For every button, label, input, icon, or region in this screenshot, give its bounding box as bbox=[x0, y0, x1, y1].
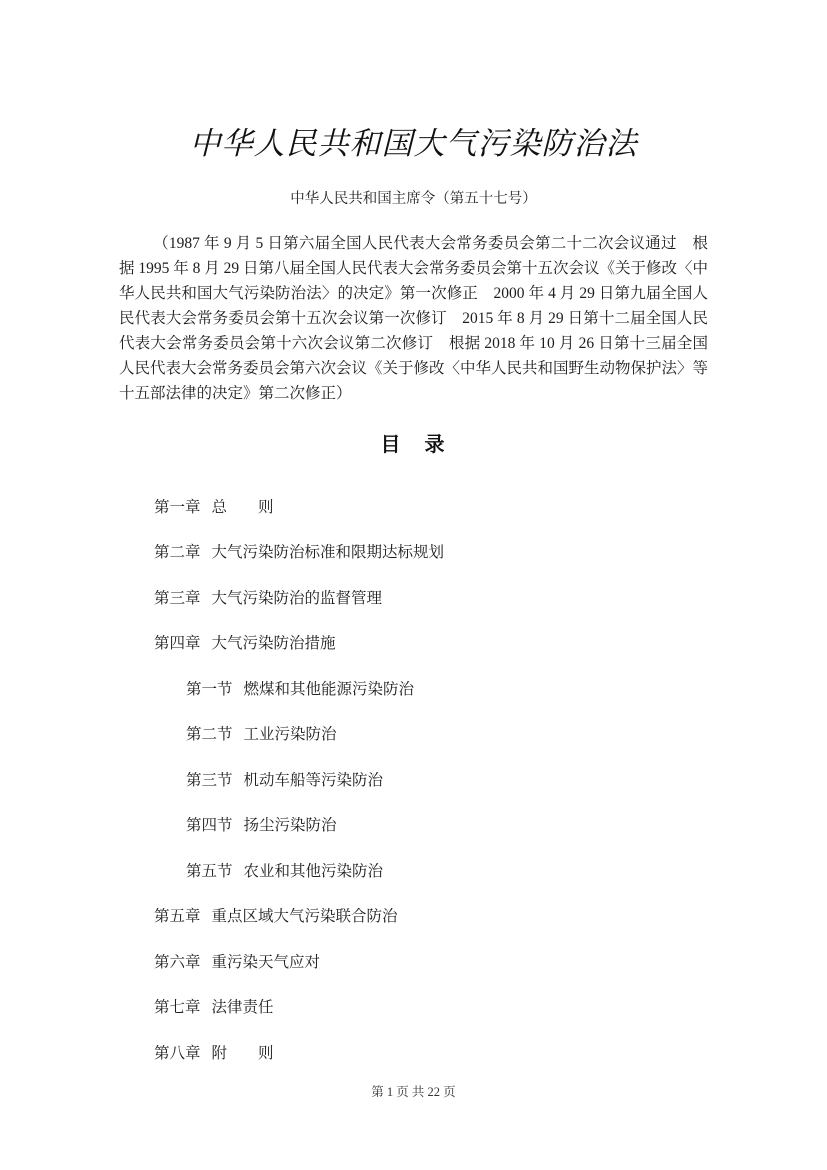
toc-item-section-2 bbox=[119, 711, 708, 757]
toc-item-number: 第三节 bbox=[186, 771, 233, 789]
toc-list bbox=[119, 483, 708, 1075]
toc-item-title: 重污染天气应对 bbox=[211, 953, 321, 971]
amendment-history-paragraph: （1987 年 9 月 5 日第六届全国人民代表大会常务委员会第二十二次会议通过 根据 1995 年 8 月 29 日第八届全国人民代表大会常务委员会第十五次会议《关于修改〈中华人民共和国大气污染防治法〉的决定》第一次修正 2000 年 4 月 29 日第九届全国人民代表大会常务委员会第十五次会议第一次修订 2015 年 8 月 29 日第十二届全国人民代表大会常务委员会第十六次会议第二次修订 根据 2018 年 10 月 26 日第十三届全国人民代表大会常务委员会第六次会议《关于修改〈中华人民共和国野生动物保护法〉等十五部法律的决定》第二次修正） bbox=[119, 235, 709, 402]
toc-item-chapter-6 bbox=[119, 938, 708, 984]
toc-item-chapter-5 bbox=[119, 893, 708, 939]
toc-item-number: 第二章 bbox=[154, 544, 201, 562]
toc-item-section-1 bbox=[119, 665, 708, 711]
document-subtitle: 中华人民共和国主席令（第五十七号） bbox=[290, 191, 537, 207]
page-number-footer: 第 1 页 共 22 页 bbox=[371, 1085, 456, 1099]
toc-item-title: 法律责任 bbox=[211, 999, 274, 1017]
toc-item-title: 大气污染防治措施 bbox=[211, 635, 336, 653]
toc-item-section-3 bbox=[119, 756, 708, 802]
toc-item-chapter-1 bbox=[119, 483, 708, 529]
toc-item-number: 第八章 bbox=[154, 1044, 201, 1062]
toc-item-number: 第四章 bbox=[154, 635, 201, 653]
toc-item-chapter-2 bbox=[119, 529, 708, 575]
toc-item-number: 第一节 bbox=[186, 680, 233, 698]
toc-item-number: 第五章 bbox=[154, 908, 201, 926]
toc-item-title: 扬尘污染防治 bbox=[243, 817, 337, 835]
toc-item-number: 第二节 bbox=[186, 726, 233, 744]
toc-item-title: 总 则 bbox=[211, 498, 274, 516]
toc-item-title: 附 则 bbox=[211, 1044, 274, 1062]
toc-item-title: 燃煤和其他能源污染防治 bbox=[243, 680, 415, 698]
toc-item-title: 大气污染防治的监督管理 bbox=[211, 589, 383, 607]
toc-item-title: 农业和其他污染防治 bbox=[243, 862, 384, 880]
toc-item-chapter-7 bbox=[119, 984, 708, 1030]
toc-item-number: 第五节 bbox=[186, 862, 233, 880]
toc-item-title: 大气污染防治标准和限期达标规划 bbox=[211, 544, 445, 562]
toc-item-number: 第四节 bbox=[186, 817, 233, 835]
toc-item-number: 第七章 bbox=[154, 999, 201, 1017]
document-title: 中华人民共和国大气污染防治法 bbox=[189, 126, 638, 161]
toc-item-number: 第六章 bbox=[154, 953, 201, 971]
toc-item-section-4 bbox=[119, 802, 708, 848]
toc-item-section-5 bbox=[119, 847, 708, 893]
toc-item-number: 第一章 bbox=[154, 498, 201, 516]
toc-item-title: 工业污染防治 bbox=[243, 726, 337, 744]
toc-item-chapter-4 bbox=[119, 620, 708, 666]
toc-heading: 目 录 bbox=[380, 434, 447, 456]
toc-item-title: 机动车船等污染防治 bbox=[243, 771, 384, 789]
toc-item-chapter-3 bbox=[119, 574, 708, 620]
toc-item-title: 重点区域大气污染联合防治 bbox=[211, 908, 398, 926]
toc-item-chapter-8 bbox=[119, 1029, 708, 1075]
toc-item-number: 第三章 bbox=[154, 589, 201, 607]
